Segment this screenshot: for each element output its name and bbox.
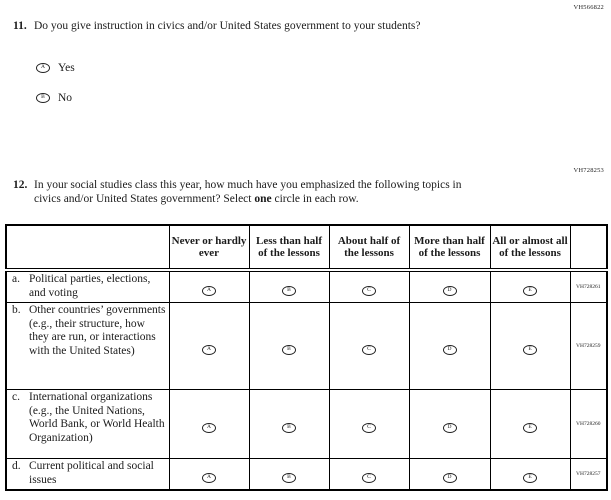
row-c-cell-more — [409, 390, 490, 459]
row-a-cell-more — [409, 270, 490, 303]
row-d-label-cell — [6, 459, 169, 491]
q12-text-bold: one — [254, 193, 272, 205]
row-a-bubble-b[interactable]: B — [282, 286, 296, 296]
row-c-bubble-b[interactable]: B — [282, 423, 296, 433]
row-c-cell-never — [169, 390, 249, 459]
q12-text-before: In your social studies class this year, how much have you emphasized the following topics in civics and/or United States government? Select — [34, 179, 462, 205]
row-c-label-cell — [6, 390, 169, 459]
question-11 — [13, 19, 426, 33]
row-a-label-cell — [6, 270, 169, 303]
row-d-cell-never — [169, 459, 249, 491]
row-c-label-text: International organizations (e.g., the United Nations, World Bank, or World Health Organization) — [29, 391, 165, 444]
row-c-code: VH728260 — [570, 390, 607, 459]
row-a-label-text: Political parties, elections, and voting — [29, 273, 151, 299]
row-a-cell-never — [169, 270, 249, 303]
row-d-code: VH728257 — [570, 459, 607, 491]
row-b-cell-all — [490, 303, 570, 390]
row-a-letter: a. — [12, 273, 20, 285]
row-b-bubble-c[interactable]: C — [362, 345, 376, 355]
column-header-never: Never or hardly ever — [169, 225, 249, 270]
table-row-d — [6, 459, 607, 491]
row-b-cell-never — [169, 303, 249, 390]
row-d-cell-less — [249, 459, 329, 491]
q11-option-no[interactable] — [36, 92, 75, 104]
row-c-letter: c. — [12, 391, 20, 403]
q12-text-after: circle in each row. — [271, 193, 359, 205]
row-c-cell-about — [329, 390, 409, 459]
q11-text: Do you give instruction in civics and/or United States government to your students? — [34, 20, 421, 32]
row-a-code: VH728261 — [570, 270, 607, 303]
row-d-cell-about — [329, 459, 409, 491]
row-b-cell-more — [409, 303, 490, 390]
table-row-a — [6, 270, 607, 303]
row-c-cell-less — [249, 390, 329, 459]
row-b-label-cell — [6, 303, 169, 390]
row-d-cell-all — [490, 459, 570, 491]
row-c-bubble-c[interactable]: C — [362, 423, 376, 433]
row-d-bubble-c[interactable]: C — [362, 473, 376, 483]
column-header-less-than-half: Less than half of the lessons — [249, 225, 329, 270]
column-header-about-half: About half of the lessons — [329, 225, 409, 270]
q11-yes-bubble[interactable]: A — [36, 63, 50, 73]
row-a-cell-all — [490, 270, 570, 303]
row-c-bubble-d[interactable]: D — [443, 423, 457, 433]
q12-matrix-table — [5, 224, 608, 491]
row-a-bubble-d[interactable]: D — [443, 286, 457, 296]
row-b-bubble-a[interactable]: A — [202, 345, 216, 355]
table-row-c — [6, 390, 607, 459]
row-d-bubble-e[interactable]: E — [523, 473, 537, 483]
row-d-label-text: Current political and social issues — [29, 460, 154, 486]
q11-no-bubble[interactable]: B — [36, 93, 50, 103]
row-b-letter: b. — [12, 304, 21, 316]
row-d-letter: d. — [12, 460, 21, 472]
table-row-b — [6, 303, 607, 390]
header-empty-code-cell — [570, 225, 607, 270]
row-a-bubble-e[interactable]: E — [523, 286, 537, 296]
q11-options — [36, 62, 75, 122]
q11-number: 11. — [13, 20, 27, 32]
row-a-bubble-c[interactable]: C — [362, 286, 376, 296]
row-c-bubble-a[interactable]: A — [202, 423, 216, 433]
column-header-more-than-half: More than half of the lessons — [409, 225, 490, 270]
q11-accession-code: VH566822 — [573, 4, 604, 11]
row-d-cell-more — [409, 459, 490, 491]
q12-number: 12. — [13, 179, 28, 191]
row-b-code: VH728259 — [570, 303, 607, 390]
row-b-bubble-b[interactable]: B — [282, 345, 296, 355]
row-d-bubble-a[interactable]: A — [202, 473, 216, 483]
header-row — [6, 225, 607, 270]
question-12 — [13, 178, 466, 206]
row-d-bubble-b[interactable]: B — [282, 473, 296, 483]
q12-text — [34, 178, 466, 206]
row-b-cell-less — [249, 303, 329, 390]
row-b-cell-about — [329, 303, 409, 390]
row-b-bubble-d[interactable]: D — [443, 345, 457, 355]
column-header-all: All or almost all of the lessons — [490, 225, 570, 270]
row-c-bubble-e[interactable]: E — [523, 423, 537, 433]
q11-yes-label: Yes — [58, 62, 75, 74]
header-empty-label-cell — [6, 225, 169, 270]
row-c-cell-all — [490, 390, 570, 459]
row-a-cell-less — [249, 270, 329, 303]
row-b-label-text: Other countries’ governments (e.g., their structure, how they are run, or interactions with the United States) — [29, 304, 166, 357]
row-d-bubble-d[interactable]: D — [443, 473, 457, 483]
row-b-bubble-e[interactable]: E — [523, 345, 537, 355]
q11-option-yes[interactable] — [36, 62, 75, 74]
row-a-cell-about — [329, 270, 409, 303]
q11-no-label: No — [58, 92, 73, 104]
row-a-bubble-a[interactable]: A — [202, 286, 216, 296]
q12-accession-code: VH728253 — [573, 167, 604, 174]
